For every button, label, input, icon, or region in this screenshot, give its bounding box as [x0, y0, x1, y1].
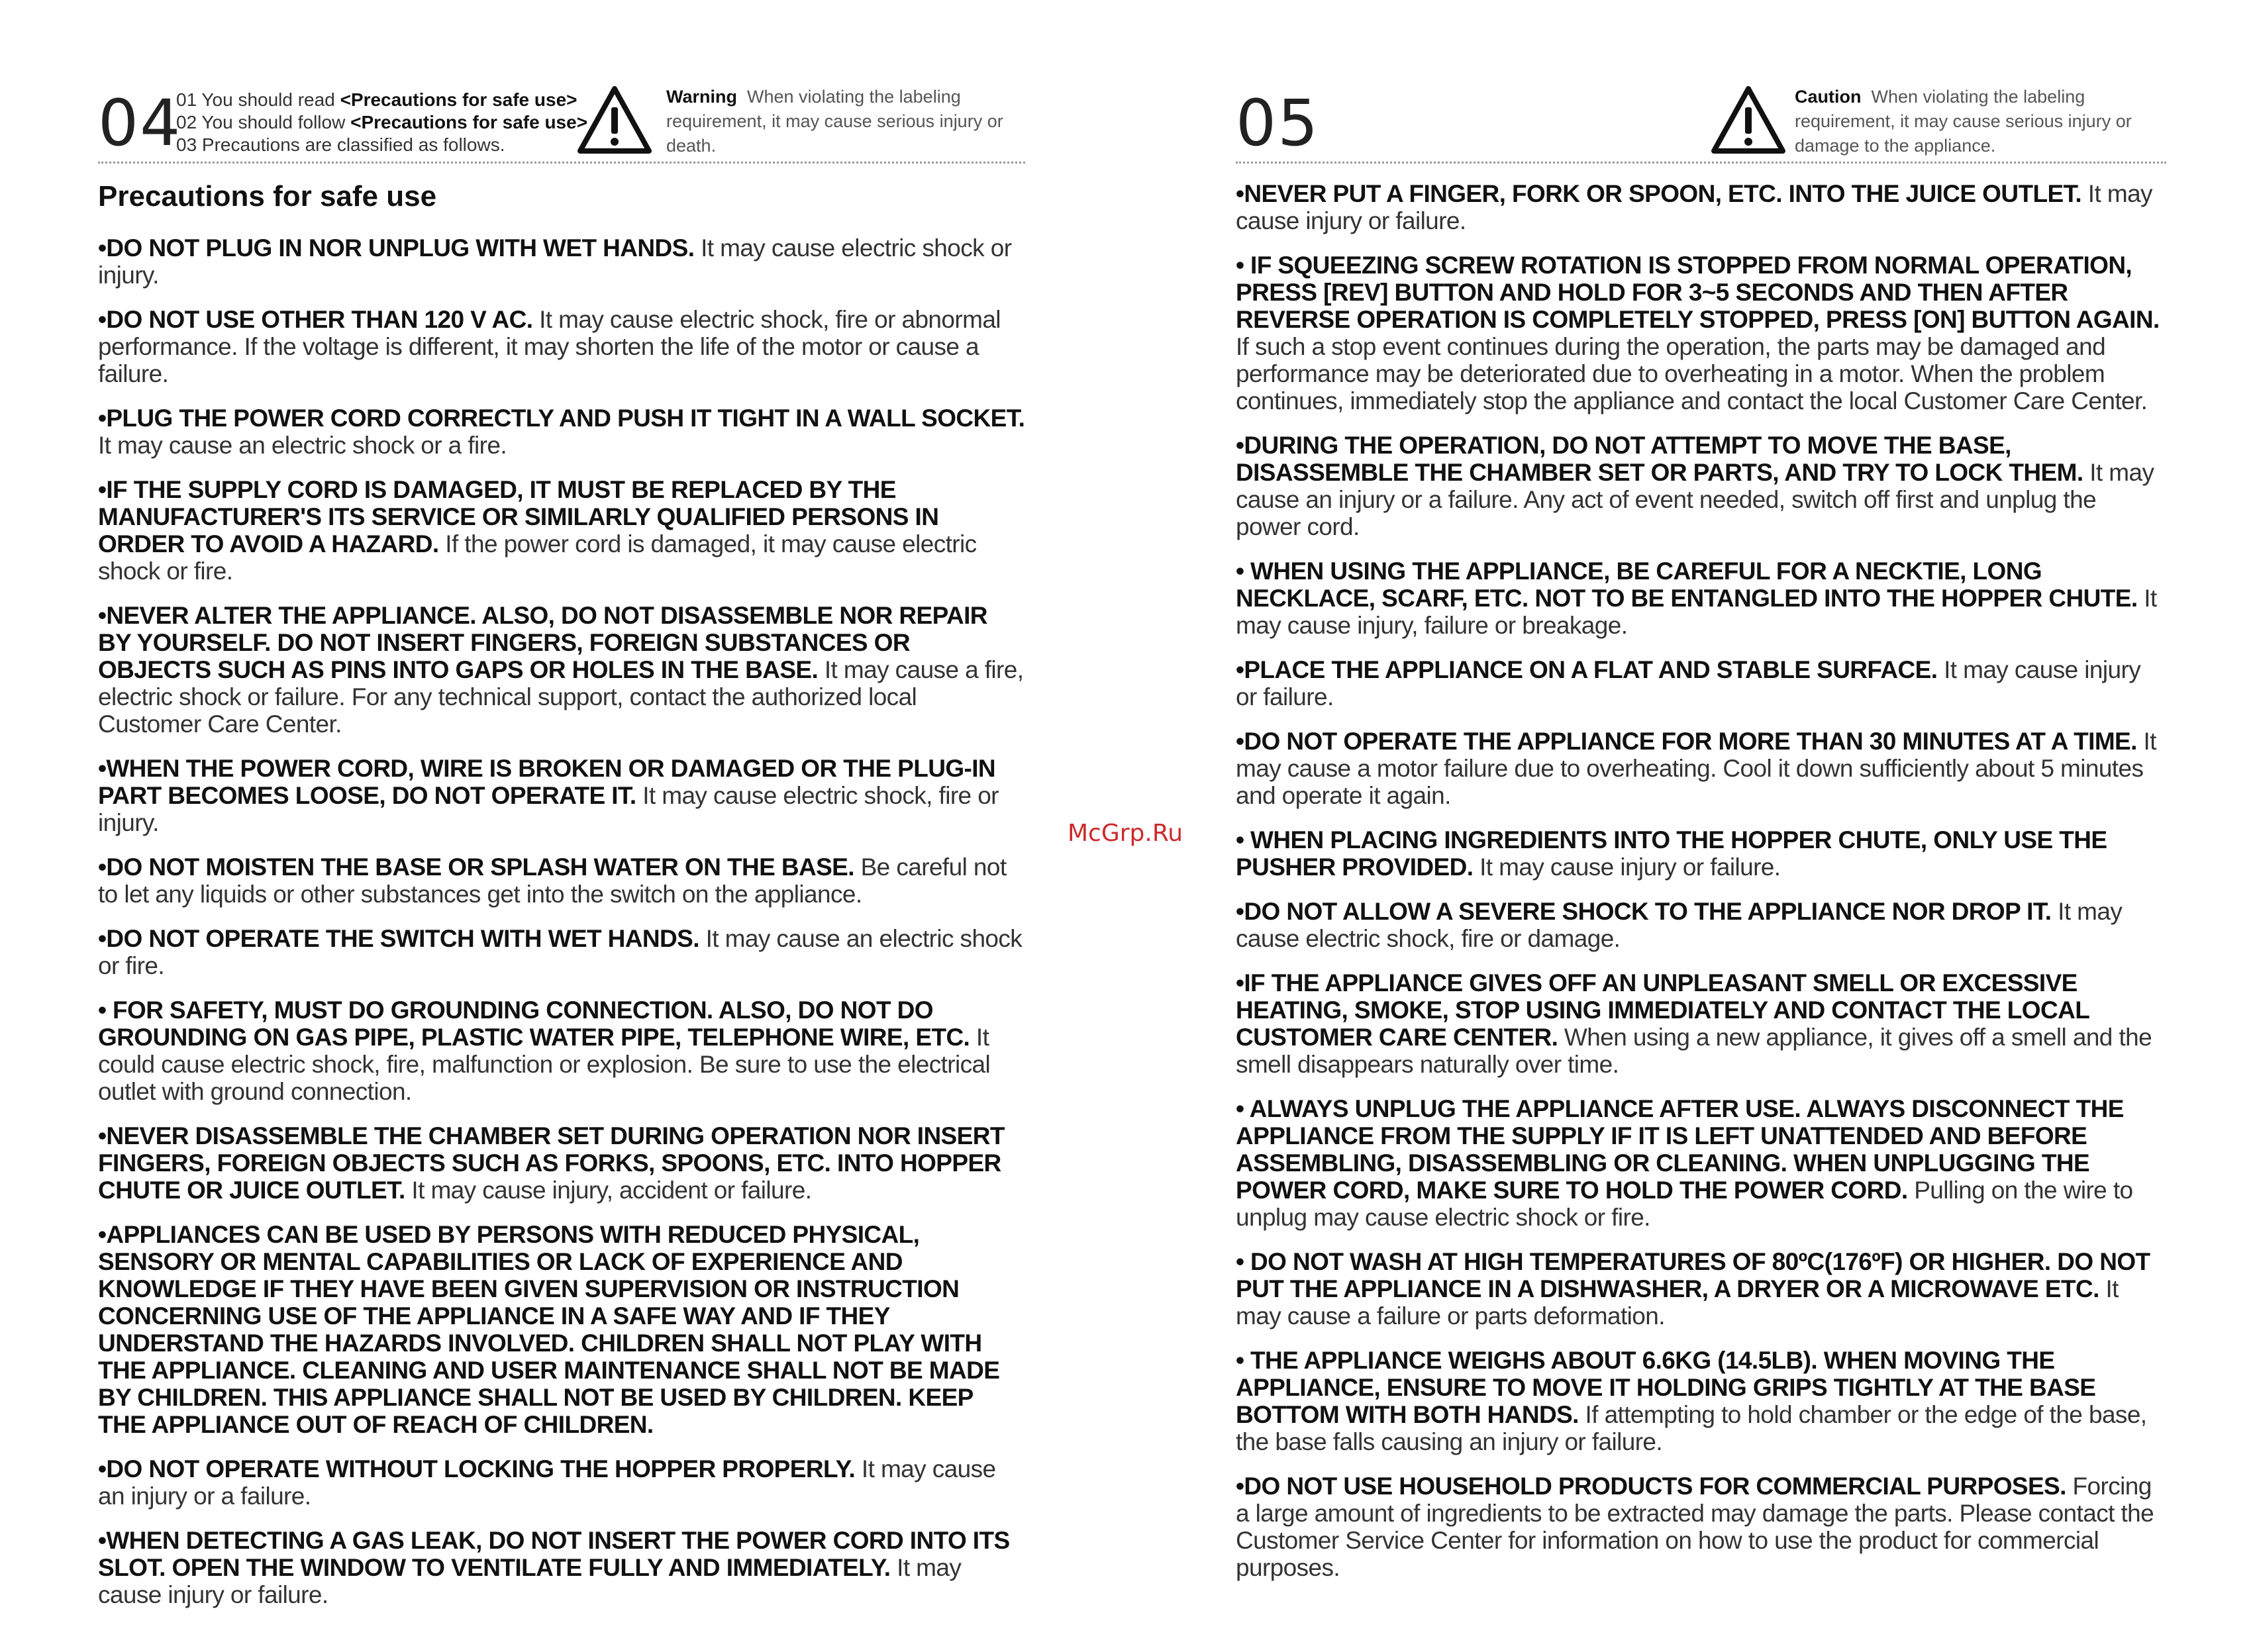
precaution-heading: •DO NOT USE OTHER THAN 120 V AC.	[98, 306, 533, 333]
steps-list	[176, 89, 587, 156]
precaution-heading: • WHEN USING THE APPLIANCE, BE CAREFUL FOR A NECKTIE, LONG NECKLACE, SCARF, ETC. NOT TO BE ENTANGLED INTO THE HOPPER CHUTE.	[1236, 558, 2138, 612]
precaution-item	[1236, 656, 2166, 710]
precaution-detail: Forcing a large amount of ingredients to be extracted may damage the parts. Please contact the Customer Service Center for information on how to use the product for commercial purposes.	[1236, 1473, 2154, 1581]
precaution-heading: • WHEN PLACING INGREDIENTS INTO THE HOPPER CHUTE, ONLY USE THE PUSHER PROVIDED.	[1236, 826, 2107, 881]
precaution-detail: If the power cord is damaged, it may cause electric shock or fire.	[98, 530, 977, 585]
precaution-detail: It may cause an electric shock or fire.	[98, 925, 1023, 979]
step-1: 01 You should read <Precautions for safe use>	[176, 89, 577, 110]
precaution-item	[98, 755, 1025, 836]
precaution-heading: • IF SQUEEZING SCREW ROTATION IS STOPPED FROM NORMAL OPERATION, PRESS [REV] BUTTON AND HOLD FOR 3~5 SECONDS AND THEN AFTER REVERSE OPERATION IS COMPLETELY STOPPED, PRESS [ON] BUTTON AGAIN.	[1236, 252, 2160, 333]
precaution-item	[1236, 1095, 2166, 1231]
precaution-text	[98, 405, 1025, 459]
precaution-detail: When using a new appliance, it gives off a smell and the smell disappears naturally over time.	[1236, 1024, 2152, 1078]
precaution-detail: It may cause electric shock, fire or injury.	[98, 782, 999, 836]
precaution-item	[98, 405, 1025, 459]
warning-text: When violating the labeling requirement, it may cause serious injury or death.	[666, 87, 1003, 156]
precaution-heading: • THE APPLIANCE WEIGHS ABOUT 6.6KG (14.5LB). WHEN MOVING THE APPLIANCE, ENSURE TO MOVE IT HOLDING GRIPS TIGHTLY AT THE BASE BOTTOM WITH BOTH HANDS.	[1236, 1347, 2096, 1428]
precaution-item	[98, 853, 1025, 908]
watermark: McGrp.Ru	[1068, 820, 1183, 847]
precaution-text	[98, 476, 1025, 585]
precaution-heading: • ALWAYS UNPLUG THE APPLIANCE AFTER USE. ALWAYS DISCONNECT THE APPLIANCE FROM THE SUPPLY IF IT IS LEFT UNATTENDED AND BEFORE ASSEMBLING, DISASSEMBLING OR CLEANING. WHEN UNPLUGGING THE POWER CORD, MAKE SURE TO HOLD THE POWER CORD.	[1236, 1095, 2124, 1204]
precaution-text	[98, 1455, 1025, 1510]
precaution-item	[98, 1527, 1025, 1608]
precaution-text	[98, 234, 1025, 289]
precaution-detail: It may cause an electric shock or a fire.	[98, 432, 507, 459]
precaution-heading: •NEVER DISASSEMBLE THE CHAMBER SET DURING OPERATION NOR INSERT FINGERS, FOREIGN OBJECTS SUCH AS FORKS, SPOONS, ETC. INTO HOPPER CHUTE OR JUICE OUTLET.	[98, 1122, 1005, 1204]
precaution-detail: It may cause a motor failure due to overheating. Cool it down sufficiently about 5 minutes and operate it again.	[1236, 728, 2156, 809]
right-header	[1236, 85, 2166, 164]
right-page	[1236, 0, 2166, 1652]
step-2: 02 You should follow <Precautions for safe use>	[176, 112, 588, 132]
precaution-heading: •DO NOT OPERATE THE SWITCH WITH WET HANDS.	[98, 925, 699, 952]
precaution-detail: It may cause electric shock, fire or abnormal performance. If the voltage is different, it may shorten the life of the motor or cause a failure.	[98, 306, 1001, 387]
precaution-item	[1236, 969, 2166, 1078]
precaution-detail: It may cause injury, failure or breakage.	[1236, 585, 2157, 639]
precaution-item	[1236, 1347, 2166, 1455]
precaution-heading: •NEVER PUT A FINGER, FORK OR SPOON, ETC. INTO THE JUICE OUTLET.	[1236, 180, 2082, 207]
precaution-heading: •DO NOT OPERATE THE APPLIANCE FOR MORE THAN 30 MINUTES AT A TIME.	[1236, 728, 2137, 755]
page-number: 04	[98, 86, 182, 160]
precaution-text	[1236, 1248, 2166, 1330]
warning-icon	[576, 85, 653, 155]
precaution-detail: It may cause electric shock or injury.	[98, 234, 1012, 289]
precaution-heading: •DO NOT USE HOUSEHOLD PRODUCTS FOR COMMERCIAL PURPOSES.	[1236, 1473, 2066, 1500]
precaution-text	[98, 1221, 1025, 1438]
precaution-text	[1236, 898, 2166, 952]
precaution-text	[98, 306, 1025, 387]
precaution-text	[1236, 558, 2166, 639]
precaution-detail: Pulling on the wire to unplug may cause electric shock or fire.	[1236, 1177, 2133, 1231]
precaution-text	[98, 1122, 1025, 1204]
header-divider	[98, 162, 1025, 164]
precaution-item	[98, 1122, 1025, 1204]
precaution-heading: • FOR SAFETY, MUST DO GROUNDING CONNECTION. ALSO, DO NOT DO GROUNDING ON GAS PIPE, PLASTIC WATER PIPE, TELEPHONE WIRE, ETC.	[98, 996, 970, 1051]
precaution-item	[1236, 826, 2166, 881]
precaution-text	[1236, 432, 2166, 540]
precaution-detail: If such a stop event continues during the operation, the parts may be damaged and performance may be deteriorated due to overheating in a motor. When the problem continues, immediately stop the appliance and contact the local Customer Care Center.	[1236, 333, 2148, 414]
precaution-detail: It may cause a fire, electric shock or failure. For any technical support, contact the authorized local Customer Care Center.	[98, 656, 1024, 738]
precaution-text	[98, 996, 1025, 1105]
precaution-text	[1236, 728, 2166, 809]
precaution-heading: •DO NOT PLUG IN NOR UNPLUG WITH WET HANDS.	[98, 234, 695, 262]
precaution-heading: •NEVER ALTER THE APPLIANCE. ALSO, DO NOT DISASSEMBLE NOR REPAIR BY YOURSELF. DO NOT INSERT FINGERS, FOREIGN SUBSTANCES OR OBJECTS SUCH AS PINS INTO GAPS OR HOLES IN THE BASE.	[98, 602, 987, 683]
caution-label: Caution	[1795, 87, 1862, 107]
precaution-item	[1236, 898, 2166, 952]
precaution-item	[1236, 180, 2166, 234]
page-number: 05	[1236, 86, 1320, 160]
precaution-detail: It may cause an injury or a failure. Any act of event needed, switch off first and unplug the power cord.	[1236, 459, 2154, 540]
precaution-text	[98, 925, 1025, 979]
header-divider	[1236, 162, 2166, 164]
precaution-heading: •IF THE SUPPLY CORD IS DAMAGED, IT MUST BE REPLACED BY THE MANUFACTURER'S ITS SERVICE OR SIMILARLY QUALIFIED PERSONS IN ORDER TO AVOID A HAZARD.	[98, 476, 939, 558]
precaution-item	[1236, 1248, 2166, 1330]
caution-note	[1795, 85, 2166, 158]
precaution-heading: •WHEN THE POWER CORD, WIRE IS BROKEN OR DAMAGED OR THE PLUG-IN PART BECOMES LOOSE, DO NOT OPERATE IT.	[98, 755, 996, 809]
precaution-text	[98, 602, 1025, 738]
precaution-item	[98, 996, 1025, 1105]
precaution-detail: It may cause injury or failure.	[1236, 180, 2152, 234]
precaution-heading: •APPLIANCES CAN BE USED BY PERSONS WITH REDUCED PHYSICAL, SENSORY OR MENTAL CAPABILITIES OR LACK OF EXPERIENCE AND KNOWLEDGE IF THEY HAVE BEEN GIVEN SUPERVISION OR INSTRUCTION CONCERNING USE OF THE APPLIANCE IN A SAFE WAY AND IF THEY UNDERSTAND THE HAZARDS INVOLVED. CHILDREN SHALL NOT PLAY WITH THE APPLIANCE. CLEANING AND USER MAINTENANCE SHALL NOT BE MADE BY CHILDREN. THIS APPLIANCE SHALL NOT BE USED BY CHILDREN. KEEP THE APPLIANCE OUT OF REACH OF CHILDREN.	[98, 1221, 1000, 1438]
right-precautions-list	[1236, 180, 2166, 1598]
precaution-item	[1236, 252, 2166, 414]
step-3: 03 Precautions are classified as follows.	[176, 134, 505, 155]
section-title: Precautions for safe use	[98, 180, 437, 213]
warning-label: Warning	[666, 87, 737, 107]
precaution-heading: •PLACE THE APPLIANCE ON A FLAT AND STABLE SURFACE.	[1236, 656, 1938, 683]
precaution-text	[1236, 1347, 2166, 1455]
precaution-heading: •WHEN DETECTING A GAS LEAK, DO NOT INSERT THE POWER CORD INTO ITS SLOT. OPEN THE WINDOW TO VENTILATE FULLY AND IMMEDIATELY.	[98, 1527, 1010, 1581]
precaution-heading: •DO NOT ALLOW A SEVERE SHOCK TO THE APPLIANCE NOR DROP IT.	[1236, 898, 2052, 925]
precaution-heading: •IF THE APPLIANCE GIVES OFF AN UNPLEASANT SMELL OR EXCESSIVE HEATING, SMOKE, STOP USING IMMEDIATELY AND CONTACT THE LOCAL CUSTOMER CARE CENTER.	[1236, 969, 2089, 1051]
precaution-item	[1236, 728, 2166, 809]
precaution-text	[1236, 1095, 2166, 1231]
precaution-detail: It may cause electric shock, fire or damage.	[1236, 898, 2123, 952]
precaution-text	[1236, 252, 2166, 414]
precaution-detail: It may cause injury or failure.	[1236, 656, 2141, 710]
precaution-detail: It may cause injury or failure.	[98, 1554, 962, 1608]
precaution-detail: It may cause injury or failure.	[1473, 853, 1781, 881]
precaution-detail: If attempting to hold chamber or the edge of the base, the base falls causing an injury or failure.	[1236, 1401, 2147, 1455]
precaution-detail: It may cause injury, accident or failure.	[405, 1177, 812, 1204]
precaution-heading: •PLUG THE POWER CORD CORRECTLY AND PUSH IT TIGHT IN A WALL SOCKET.	[98, 405, 1025, 432]
precaution-heading: •DO NOT MOISTEN THE BASE OR SPLASH WATER ON THE BASE.	[98, 853, 854, 881]
precaution-text	[98, 853, 1025, 908]
precaution-text	[1236, 180, 2166, 234]
precaution-item	[98, 1455, 1025, 1510]
precaution-heading: •DO NOT OPERATE WITHOUT LOCKING THE HOPPER PROPERLY.	[98, 1455, 856, 1482]
precaution-item	[98, 602, 1025, 738]
precaution-item	[98, 234, 1025, 289]
precaution-text	[98, 755, 1025, 836]
precaution-item	[1236, 558, 2166, 639]
precaution-item	[98, 1221, 1025, 1438]
precaution-item	[1236, 1473, 2166, 1581]
precaution-detail: Be careful not to let any liquids or other substances get into the switch on the appliance.	[98, 853, 1007, 908]
left-precautions-list	[98, 234, 1025, 1626]
caution-icon	[1710, 85, 1787, 155]
precaution-item	[98, 306, 1025, 387]
precaution-text	[1236, 656, 2166, 710]
precaution-item	[1236, 432, 2166, 540]
precaution-text	[1236, 1473, 2166, 1581]
left-page	[98, 0, 1025, 1652]
precaution-detail: It may cause a failure or parts deformation.	[1236, 1275, 2119, 1330]
left-header	[98, 85, 1025, 164]
precaution-text	[1236, 969, 2166, 1078]
warning-note	[666, 85, 1024, 158]
precaution-heading: • DO NOT WASH AT HIGH TEMPERATURES OF 80ºC(176ºF) OR HIGHER. DO NOT PUT THE APPLIANCE IN A DISHWASHER, A DRYER OR A MICROWAVE ETC.	[1236, 1248, 2150, 1302]
precaution-item	[98, 476, 1025, 585]
precaution-text	[1236, 826, 2166, 881]
caution-text: When violating the labeling requirement, it may cause serious injury or damage to the appliance.	[1795, 87, 2132, 156]
precaution-detail: It could cause electric shock, fire, malfunction or explosion. Be sure to use the electrical outlet with ground connection.	[98, 1024, 991, 1105]
precaution-heading: •DURING THE OPERATION, DO NOT ATTEMPT TO MOVE THE BASE, DISASSEMBLE THE CHAMBER SET OR PARTS, AND TRY TO LOCK THEM.	[1236, 432, 2083, 486]
precaution-item	[98, 925, 1025, 979]
precaution-text	[98, 1527, 1025, 1608]
precaution-detail: It may cause an injury or a failure.	[98, 1455, 996, 1510]
